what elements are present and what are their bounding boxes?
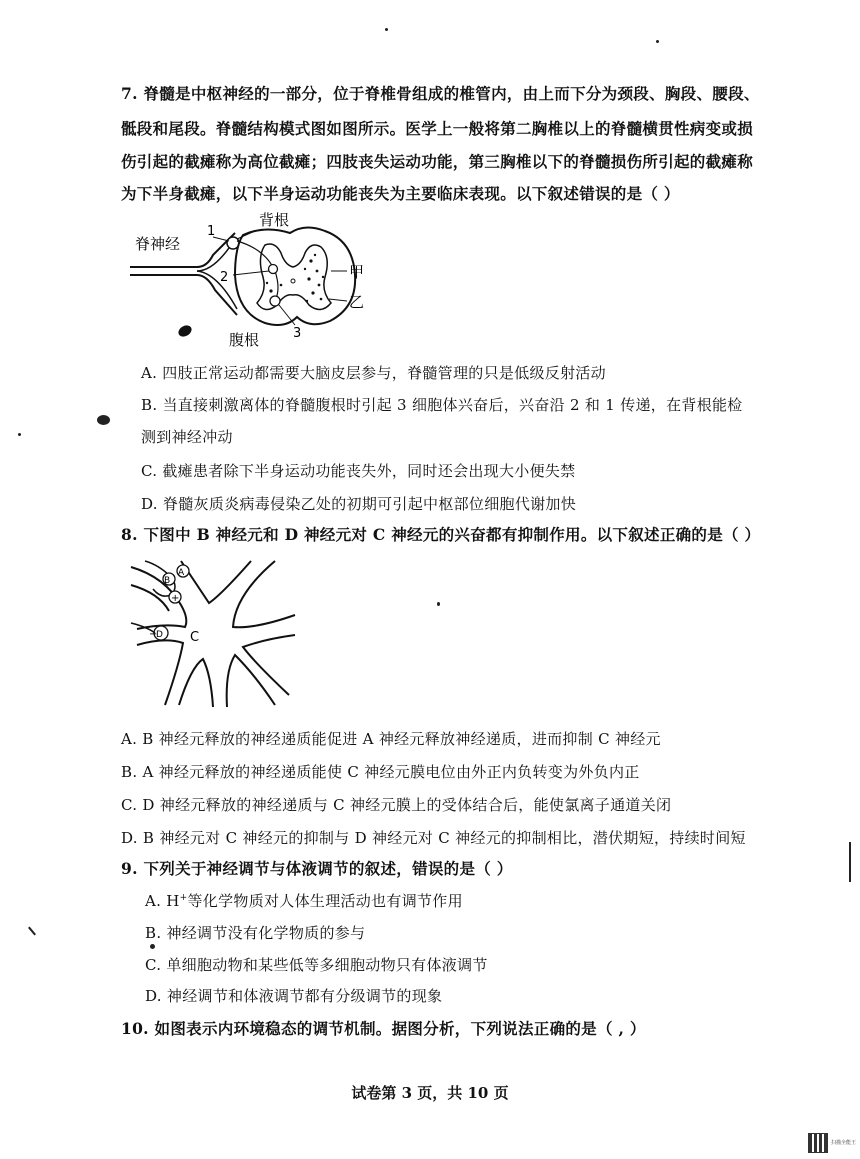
q9-option-c: C. 单细胞动物和某些低等多细胞动物只有体液调节 [145,956,488,974]
label-neuron-d: D [156,630,163,640]
spinal-cord-diagram [125,205,395,354]
label-3: 3 [293,326,302,341]
scan-speck [97,415,110,425]
scanner-watermark [808,1133,856,1153]
q9-option-b: B. 神经调节没有化学物质的参与 [145,924,366,942]
q8-option-d: D. B 神经元对 C 神经元的抑制与 D 神经元对 C 神经元的抑制相比，潜伏期短，持续时间短 [121,829,746,847]
label-dorsal-root: 背根 [259,211,290,229]
scan-speck [385,28,388,31]
q8-option-a: A. B 神经元释放的神经递质能促进 A 神经元释放神经递质，进而抑制 C 神经元 [121,730,661,748]
q8-stem: 8. 下图中 B 神经元和 D 神经元对 C 神经元的兴奋都有抑制作用。以下叙述正确的是（ ） [121,525,761,544]
label-yi: 乙 [349,293,365,311]
scan-speck [18,433,21,436]
scan-speck [150,944,155,949]
label-neuron-c: C [190,630,200,645]
q7-option-b-line-1: B. 当直接刺激离体的脊髓腹根时引起 3 细胞体兴奋后，兴奋沿 2 和 1 传递，在背根能检 [141,396,743,414]
q9-option-a [145,890,463,911]
q9-option-d: D. 神经调节和体液调节都有分级调节的现象 [145,987,443,1005]
q9-stem: 9. 下列关于神经调节与体液调节的叙述，错误的是（ ） [121,859,513,878]
label-neuron-b: B [164,576,171,586]
q7-option-c: C. 截瘫患者除下半身运动功能丧失外，同时还会出现大小便失禁 [141,462,576,480]
q7-option-d: D. 脊髓灰质炎病毒侵染乙处的初期可引起中枢部位细胞代谢加快 [141,495,577,513]
q9-option-a-superscript: + [179,893,188,903]
scan-speck [437,602,440,606]
q10-stem: 10. 如图表示内环境稳态的调节机制。据图分析，下列说法正确的是（ , ） [121,1019,646,1038]
label-plus: + [171,593,180,604]
label-jia: 甲 [349,263,365,281]
neuron-diagram [125,555,300,719]
q7-stem-line-1: 7. 脊髓是中枢神经的一部分，位于脊椎骨组成的椎管内，由上而下分为颈段、胸段、腰段、 [121,84,760,103]
qr-code-icon [808,1133,828,1153]
scan-speck [28,927,36,936]
q7-stem-line-4: 为下半身截瘫，以下半身运动功能丧失为主要临床表现。以下叙述错误的是（ ） [121,184,680,203]
label-2: 2 [220,270,229,285]
q7-stem-line-2: 骶段和尾段。脊髓结构模式图如图所示。医学上一般将第二胸椎以上的脊髓横贯性病变或损 [121,119,754,138]
label-minus-d: − [149,629,158,640]
page-footer: 试卷第 3 页，共 10 页 [351,1084,509,1102]
scan-speck [656,40,659,43]
q7-stem-line-3: 伤引起的截瘫称为高位截瘫；四肢丧失运动功能，第三胸椎以下的脊髓损伤所引起的截瘫称 [121,152,754,171]
label-spinal-nerve: 脊神经 [135,235,181,253]
scan-speck [849,842,851,882]
label-1: 1 [207,224,216,239]
q7-option-a: A. 四肢正常运动都需要大脑皮层参与，脊髓管理的只是低级反射活动 [141,364,606,382]
label-ventral-root: 腹根 [229,331,260,349]
watermark-text: 扫描全能王 [830,1140,856,1146]
label-neuron-a: A [178,568,185,578]
q7-option-b-line-2: 测到神经冲动 [141,428,233,446]
q9-option-a-prefix: A. H [145,892,180,910]
q9-option-a-text: 等化学物质对人体生理活动也有调节作用 [187,892,463,910]
q8-option-b: B. A 神经元释放的神经递质能使 C 神经元膜电位由外正内负转变为外负内正 [121,763,640,781]
q8-option-c: C. D 神经元释放的神经递质与 C 神经元膜上的受体结合后，能使氯离子通道关闭 [121,796,672,814]
